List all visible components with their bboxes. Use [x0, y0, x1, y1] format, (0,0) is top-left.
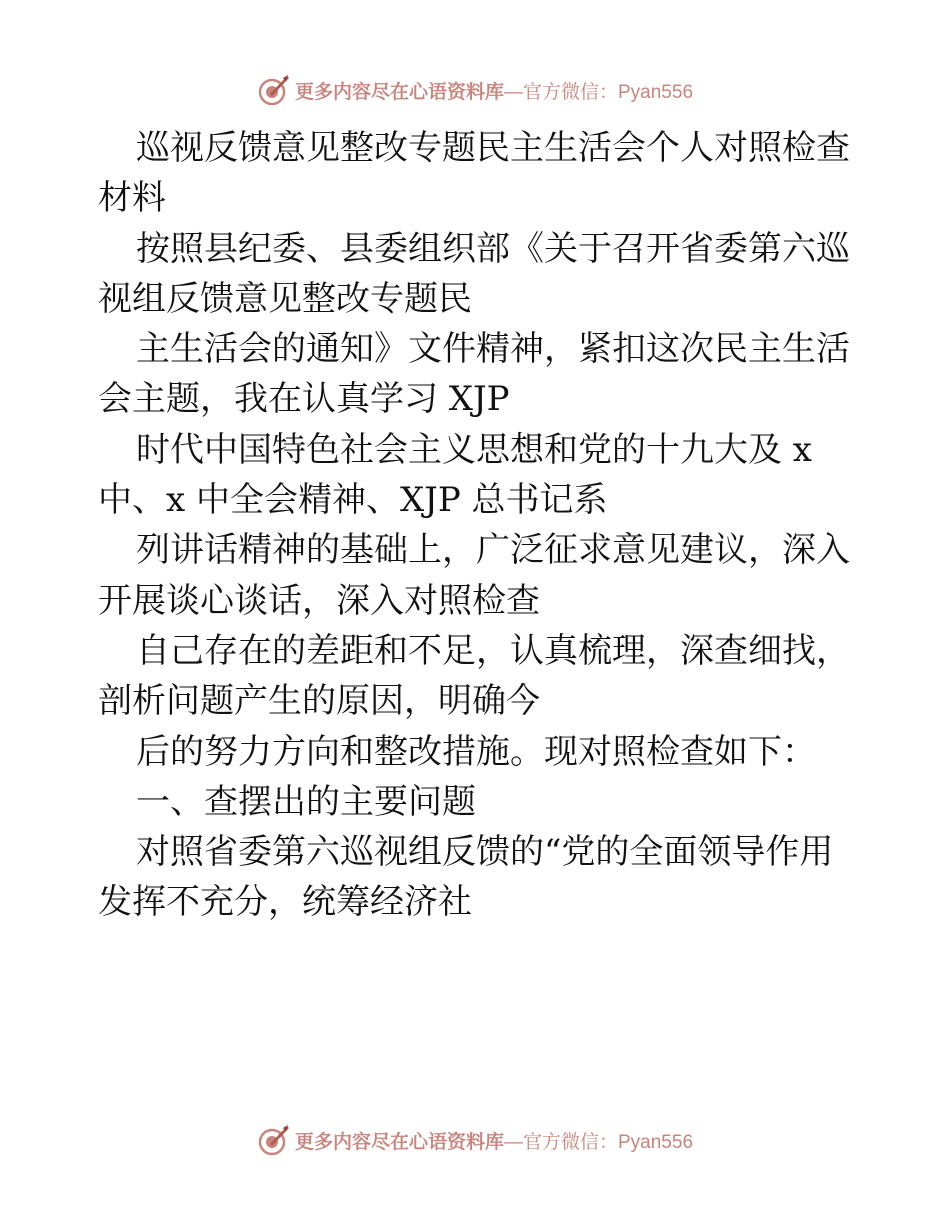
- paragraph-line: 时代中国特色社会主义思想和党的十九大及 x: [136, 429, 812, 470]
- quill-logo-icon: [257, 1123, 291, 1157]
- footer-contact-text: —官方微信：Pyan556: [504, 1131, 694, 1153]
- document-body: [98, 123, 858, 928]
- paragraph-line: 发挥不充分，统筹经济社: [98, 882, 472, 923]
- paragraph-line: 中、x 中全会精神、XJP 总书记系: [98, 480, 608, 521]
- paragraph-line: 会主题，我在认真学习 XJP: [98, 379, 510, 420]
- paragraph-line: 按照县纪委、县委组织部《关于召开省委第六巡: [136, 228, 850, 269]
- paragraph-line: 后的努力方向和整改措施。现对照检查如下：: [136, 731, 816, 772]
- title-line-1: 巡视反馈意见整改专题民主生活会个人对照检查: [136, 128, 850, 168]
- paragraph-line: 对照省委第六巡视组反馈的“党的全面领导作用: [136, 832, 834, 873]
- header-contact-text: —官方微信：Pyan556: [504, 81, 694, 103]
- section-heading: 一、查摆出的主要问题: [136, 781, 476, 822]
- paragraph-line: 视组反馈意见整改专题民: [98, 278, 472, 319]
- paragraph-line: 列讲话精神的基础上，广泛征求意见建议，深入: [136, 530, 850, 571]
- paragraph-line: 开展谈心谈话，深入对照检查: [98, 580, 540, 621]
- footer-banner-text: 更多内容尽在心语资料库: [294, 1130, 504, 1153]
- quill-logo-icon: [257, 73, 291, 107]
- paragraph-line: 剖析问题产生的原因，明确今: [98, 681, 540, 722]
- paragraph-line: 主生活会的通知》文件精神，紧扣这次民主生活: [136, 329, 850, 370]
- header-banner-text: 更多内容尽在心语资料库: [294, 80, 504, 103]
- paragraph-line: 自己存在的差距和不足，认真梳理，深查细找，: [136, 630, 850, 671]
- footer-banner: [0, 1120, 950, 1160]
- title-line-2: 材料: [98, 178, 166, 219]
- header-banner: [0, 70, 950, 110]
